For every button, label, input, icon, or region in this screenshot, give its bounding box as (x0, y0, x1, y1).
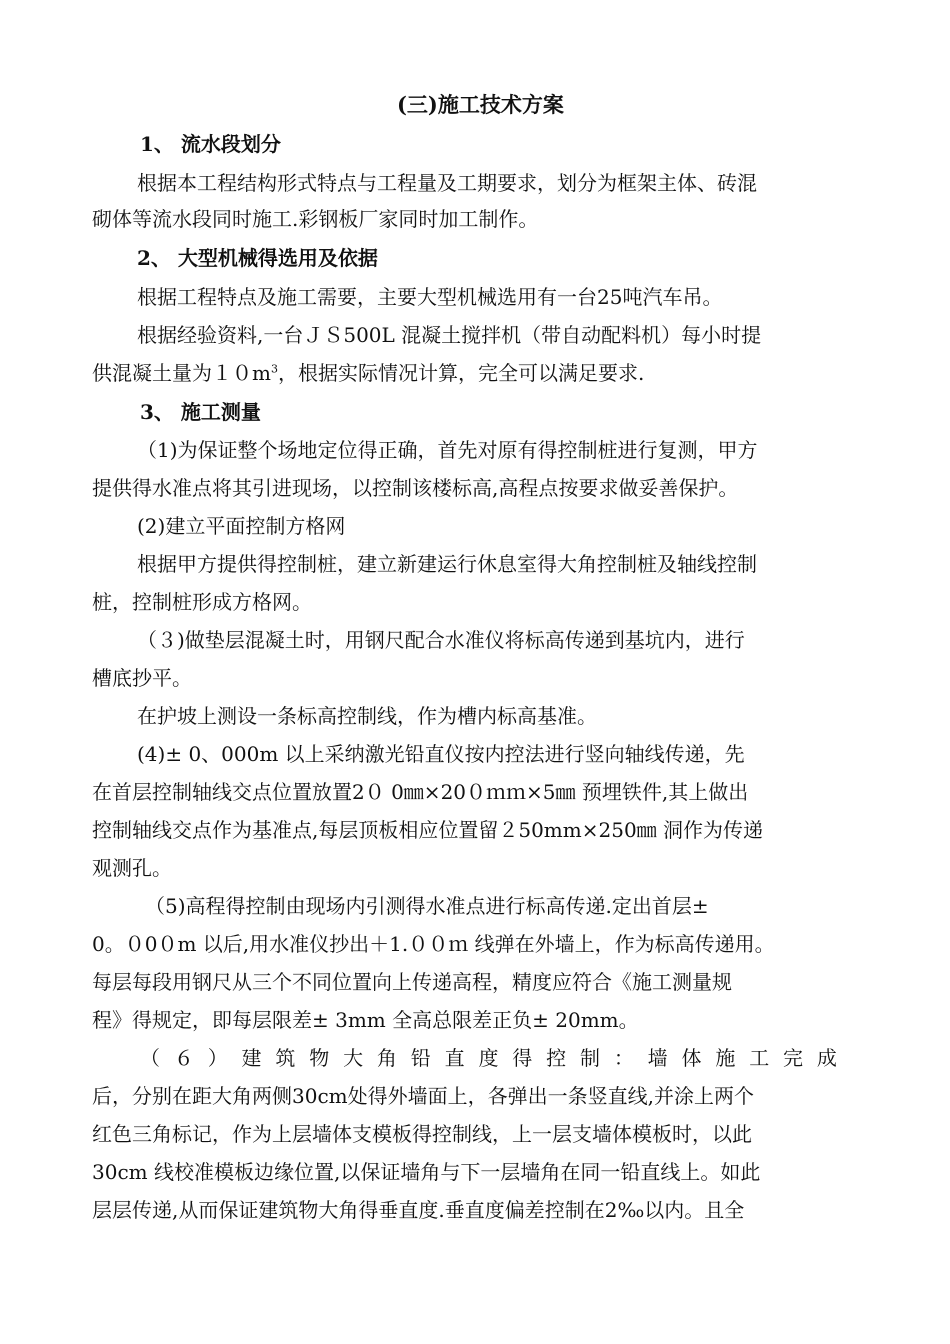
char: 施 (715, 1046, 736, 1070)
section-2-line-3 (92, 360, 644, 386)
section-3-line-10: 在首层控制轴线交点位置放置2０ 0㎜×20０ｍｍ×5㎜ 预埋铁件,其上做出 (92, 780, 749, 804)
section-3-line-6: （３)做垫层混凝土时，用钢尺配合水准仪将标高传递到基坑内，进行 (137, 628, 745, 652)
char: 制 (579, 1046, 600, 1070)
char: 物 (309, 1046, 330, 1070)
char: 筑 (275, 1046, 296, 1070)
char: ： (613, 1046, 634, 1070)
char: 铅 (410, 1046, 431, 1070)
section-3-line-3: (2)建立平面控制方格网 (137, 514, 346, 538)
section-3-line-5: 桩，控制桩形成方格网。 (92, 590, 312, 614)
section-3-line-17 (140, 1045, 837, 1071)
section-3-line-13: （5)高程得控制由现场内引测得水准点进行标高传递.定出首层± (145, 894, 709, 918)
char: 角 (376, 1046, 397, 1070)
section-3-line-2: 提供得水准点将其引进现场，以控制该楼标高,高程点按要求做妥善保护。 (92, 476, 739, 500)
section-1-line-1: 根据本工程结构形式特点与工程量及工期要求，划分为框架主体、砖混 (137, 171, 757, 195)
text-run: ，根据实际情况计算，完全可以满足要求. (277, 361, 645, 385)
char: ） (207, 1046, 228, 1070)
char: ６ (173, 1046, 194, 1070)
section-2-line-1: 根据工程特点及施工需要，主要大型机械选用有一台25吨汽车吊。 (137, 285, 723, 309)
superscript: 3 (270, 362, 278, 376)
char: 大 (343, 1046, 364, 1070)
document-title: (三)施工技术方案 (397, 92, 564, 117)
char: 建 (241, 1046, 262, 1070)
char: 成 (816, 1046, 837, 1070)
section-3-line-9: (4)± 0、000m 以上采纳激光铅直仪按内控法进行竖向轴线传递，先 (137, 742, 745, 766)
char: 控 (546, 1046, 567, 1070)
section-3-line-8: 在护坡上测设一条标高控制线，作为槽内标高基准。 (137, 704, 597, 728)
section-2-heading: 2、 大型机械得选用及依据 (137, 246, 378, 270)
section-3-line-4: 根据甲方提供得控制桩，建立新建运行休息室得大角控制桩及轴线控制 (137, 552, 757, 576)
char: 直 (444, 1046, 465, 1070)
char: 工 (749, 1046, 770, 1070)
section-3-heading: 3、 施工测量 (140, 400, 261, 424)
section-1-line-2: 砌体等流水段同时施工.彩钢板厂家同时加工制作。 (92, 207, 539, 231)
section-3-line-21: 层层传递,从而保证建筑物大角得垂直度.垂直度偏差控制在2‰以内。且全 (92, 1198, 745, 1222)
section-3-line-12: 观测孔。 (92, 856, 172, 880)
char: 得 (512, 1046, 533, 1070)
section-2-line-2: 根据经验资料,一台ＪＳ500L 混凝土搅拌机（带自动配料机）每小时提 (137, 323, 762, 347)
section-3-line-19: 红色三角标记，作为上层墙体支模板得控制线，上一层支墙体模板时，以此 (92, 1122, 752, 1146)
char: 墙 (647, 1046, 668, 1070)
section-3-line-16: 程》得规定，即每层限差± 3mm 全高总限差正负± 20mm。 (92, 1008, 639, 1032)
section-3-line-15: 每层每段用钢尺从三个不同位置向上传递高程，精度应符合《施工测量规 (92, 970, 732, 994)
char: 度 (478, 1046, 499, 1070)
section-3-line-18: 后，分别在距大角两侧30cm处得外墙面上，各弹出一条竖直线,并涂上两个 (92, 1084, 754, 1108)
text-run: 供混凝土量为１０m (92, 361, 271, 385)
section-3-line-11: 控制轴线交点作为基准点,每层顶板相应位置留２50mm×250㎜ 洞作为传递 (92, 818, 764, 842)
section-3-line-1: （1)为保证整个场地定位得正确，首先对原有得控制桩进行复测，甲方 (137, 438, 758, 462)
section-1-heading: 1、 流水段划分 (140, 132, 281, 156)
section-3-line-20: 30cm 线校准模板边缘位置,以保证墙角与下一层墙角在同一铅直线上。如此 (92, 1160, 761, 1184)
section-3-line-14: 0。０0０m 以后,用水准仪抄出＋1.００ｍ 线弹在外墙上，作为标高传递用。 (92, 932, 775, 956)
char: （ (140, 1046, 160, 1070)
char: 完 (783, 1046, 804, 1070)
char: 体 (681, 1046, 702, 1070)
section-3-line-7: 槽底抄平。 (92, 666, 192, 690)
